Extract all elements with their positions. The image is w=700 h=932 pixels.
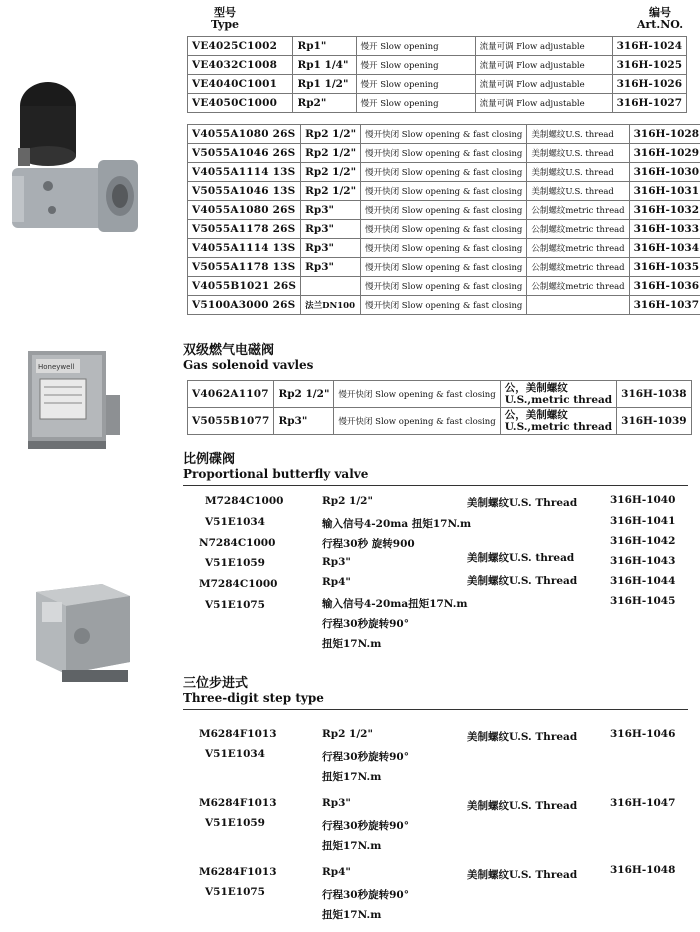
- model-cell: VE4032C1008: [188, 56, 293, 75]
- table-row: [188, 277, 700, 296]
- size-cell: Rp3": [301, 258, 361, 277]
- table-row: [188, 125, 700, 144]
- size-cell: Rp2 1/2": [301, 182, 361, 201]
- step-art: 316H-1047: [610, 797, 676, 809]
- table-row: [188, 163, 700, 182]
- butterfly-art: 316H-1041: [610, 515, 676, 527]
- size-cell: Rp3": [301, 201, 361, 220]
- art-cell: 316H-1025: [612, 56, 686, 75]
- butterfly-spec: 行程30秒 旋转900: [322, 538, 415, 550]
- type-header-en: Type: [210, 18, 240, 31]
- model-cell: V5100A3000 26S: [188, 296, 301, 315]
- model-cell: V4062A1107: [188, 381, 274, 408]
- opening-cell: 慢开快闭 Slow opening & fast closing: [361, 201, 527, 220]
- art-header-cn: 编号: [649, 6, 671, 19]
- butterfly-actuator-image: [22, 578, 137, 688]
- step-title-en: Three-digit step type: [183, 691, 324, 705]
- opening-cell: 慢开快闭 Slow opening & fast closing: [361, 182, 527, 201]
- butterfly-art: 316H-1040: [610, 494, 676, 506]
- step-spec: 扭矩17N.m: [322, 771, 382, 783]
- step-thread: 美制螺纹U.S. Thread: [467, 731, 578, 743]
- flow-cell: 流量可调 Flow adjustable: [475, 94, 612, 113]
- size-cell: Rp2 1/2": [301, 125, 361, 144]
- butterfly-art: 316H-1045: [610, 595, 676, 607]
- art-cell: 316H-1038: [617, 381, 691, 408]
- size-cell: Rp1": [293, 37, 356, 56]
- size-cell: Rp3": [301, 239, 361, 258]
- butterfly-model: V51E1059: [205, 557, 265, 569]
- table-row: [188, 258, 700, 277]
- thread-line-1: 公，美制螺纹: [504, 382, 568, 394]
- table-row: [188, 94, 687, 113]
- flow-cell: 流量可调 Flow adjustable: [475, 75, 612, 94]
- butterfly-thread: 美制螺纹U.S. Thread: [467, 575, 578, 587]
- table-v4055-series: [187, 124, 700, 315]
- butterfly-model: V51E1075: [205, 599, 265, 611]
- art-cell: 316H-1034: [629, 239, 700, 258]
- size-cell: Rp1 1/2": [293, 75, 356, 94]
- table-row: [188, 381, 692, 408]
- actuator-brand-text: Honeywell: [38, 363, 75, 371]
- thread-cell: [527, 296, 629, 315]
- butterfly-thread: 美制螺纹U.S. Thread: [467, 497, 578, 509]
- step-section-title: [183, 672, 324, 705]
- art-cell: 316H-1031: [629, 182, 700, 201]
- model-cell: V4055A1080 26S: [188, 201, 301, 220]
- butterfly-art: 316H-1044: [610, 575, 676, 587]
- butterfly-divider: [183, 485, 688, 486]
- table-ve-series: [187, 36, 687, 113]
- art-cell: 316H-1036: [629, 277, 700, 296]
- model-cell: V5055A1178 26S: [188, 220, 301, 239]
- step-model: M6284F1013: [199, 728, 277, 740]
- butterfly-model: N7284C1000: [199, 537, 276, 549]
- art-cell: 316H-1029: [629, 144, 700, 163]
- art-cell: 316H-1035: [629, 258, 700, 277]
- art-cell: 316H-1024: [612, 37, 686, 56]
- step-model: V51E1034: [205, 748, 265, 760]
- thread-cell: [500, 381, 616, 408]
- table-row: [188, 220, 700, 239]
- model-cell: VE4050C1000: [188, 94, 293, 113]
- opening-cell: 慢开 Slow opening: [356, 94, 475, 113]
- model-cell: V4055B1021 26S: [188, 277, 301, 296]
- model-cell: V4055A1114 13S: [188, 239, 301, 258]
- thread-cell: [500, 408, 616, 435]
- thread-line-2: U.S.,metric thread: [504, 421, 613, 433]
- thread-cell: 美制螺纹U.S. thread: [527, 144, 629, 163]
- step-size: Rp3": [322, 797, 351, 809]
- step-thread: 美制螺纹U.S. Thread: [467, 869, 578, 881]
- step-model: V51E1059: [205, 817, 265, 829]
- butterfly-thread: 美制螺纹U.S. thread: [467, 552, 575, 564]
- butterfly-title-cn: 比例碟阀: [183, 452, 236, 467]
- art-cell: 316H-1028: [629, 125, 700, 144]
- solenoid-valve-image: [8, 78, 143, 238]
- opening-cell: 慢开快闭 Slow opening & fast closing: [361, 239, 527, 258]
- butterfly-spec: Rp2 1/2": [322, 495, 373, 507]
- butterfly-section-title: [183, 448, 368, 481]
- step-spec: 行程30秒旋转90°: [322, 889, 409, 901]
- thread-cell: 美制螺纹U.S. thread: [527, 182, 629, 201]
- art-cell: 316H-1030: [629, 163, 700, 182]
- thread-cell: 公制螺纹metric thread: [527, 277, 629, 296]
- opening-cell: 慢开快闭 Slow opening & fast closing: [361, 125, 527, 144]
- size-cell: [301, 277, 361, 296]
- table-row: [188, 144, 700, 163]
- size-cell: Rp3": [301, 220, 361, 239]
- opening-cell: 慢开快闭 Slow opening & fast closing: [334, 381, 500, 408]
- gas-section-title: [183, 339, 313, 372]
- art-header: [630, 7, 690, 31]
- table-row: [188, 296, 700, 315]
- size-cell: Rp2 1/2": [301, 144, 361, 163]
- butterfly-model: M7284C1000: [205, 495, 284, 507]
- table-row: [188, 239, 700, 258]
- step-spec: 扭矩17N.m: [322, 909, 382, 921]
- opening-cell: 慢开快闭 Slow opening & fast closing: [361, 296, 527, 315]
- butterfly-art: 316H-1042: [610, 535, 676, 547]
- step-model: V51E1075: [205, 886, 265, 898]
- model-cell: V5055A1046 13S: [188, 182, 301, 201]
- size-cell: Rp1 1/4": [293, 56, 356, 75]
- gas-valve-actuator-image: [20, 345, 125, 455]
- flow-cell: 流量可调 Flow adjustable: [475, 56, 612, 75]
- step-art: 316H-1046: [610, 728, 676, 740]
- thread-line-2: U.S.,metric thread: [504, 394, 613, 406]
- table-row: [188, 75, 687, 94]
- opening-cell: 慢开快闭 Slow opening & fast closing: [361, 277, 527, 296]
- table-row: [188, 37, 687, 56]
- size-cell: Rp2": [293, 94, 356, 113]
- table-row: [188, 56, 687, 75]
- thread-line-1: 公，美制螺纹: [504, 409, 568, 421]
- model-cell: V5055B1077: [188, 408, 274, 435]
- model-cell: V5055A1178 13S: [188, 258, 301, 277]
- art-cell: 316H-1027: [612, 94, 686, 113]
- step-spec: 行程30秒旋转90°: [322, 820, 409, 832]
- butterfly-art: 316H-1043: [610, 555, 676, 567]
- art-cell: 316H-1033: [629, 220, 700, 239]
- butterfly-title-en: Proportional butterfly valve: [183, 467, 369, 481]
- size-cell: 法兰DN100: [301, 296, 361, 315]
- model-cell: VE4025C1002: [188, 37, 293, 56]
- thread-cell: 公制螺纹metric thread: [527, 201, 629, 220]
- step-thread: 美制螺纹U.S. Thread: [467, 800, 578, 812]
- step-size: Rp4": [322, 866, 351, 878]
- type-header-cn: 型号: [214, 6, 236, 19]
- thread-cell: 美制螺纹U.S. thread: [527, 125, 629, 144]
- opening-cell: 慢开快闭 Slow opening & fast closing: [361, 144, 527, 163]
- step-art: 316H-1048: [610, 864, 676, 876]
- opening-cell: 慢开快闭 Slow opening & fast closing: [361, 163, 527, 182]
- step-model: M6284F1013: [199, 866, 277, 878]
- step-spec: 行程30秒旋转90°: [322, 751, 409, 763]
- step-model: M6284F1013: [199, 797, 277, 809]
- opening-cell: 慢开快闭 Slow opening & fast closing: [361, 220, 527, 239]
- butterfly-spec: Rp4": [322, 576, 351, 588]
- thread-cell: 公制螺纹metric thread: [527, 239, 629, 258]
- butterfly-spec: Rp3": [322, 556, 351, 568]
- table-gas-solenoid: [187, 380, 692, 435]
- opening-cell: 慢开快闭 Slow opening & fast closing: [334, 408, 500, 435]
- size-cell: Rp2 1/2": [274, 381, 334, 408]
- art-cell: 316H-1037: [629, 296, 700, 315]
- step-size: Rp2 1/2": [322, 728, 373, 740]
- art-cell: 316H-1032: [629, 201, 700, 220]
- opening-cell: 慢开 Slow opening: [356, 56, 475, 75]
- type-header: [205, 7, 245, 31]
- flow-cell: 流量可调 Flow adjustable: [475, 37, 612, 56]
- table-row: [188, 201, 700, 220]
- butterfly-spec: 输入信号4-20ma扭矩17N.m: [322, 598, 468, 610]
- step-divider: [183, 709, 688, 710]
- butterfly-model: V51E1034: [205, 516, 265, 528]
- thread-cell: 公制螺纹metric thread: [527, 258, 629, 277]
- art-cell: 316H-1039: [617, 408, 691, 435]
- thread-cell: 美制螺纹U.S. thread: [527, 163, 629, 182]
- table-row: [188, 408, 692, 435]
- opening-cell: 慢开快闭 Slow opening & fast closing: [361, 258, 527, 277]
- step-spec: 扭矩17N.m: [322, 840, 382, 852]
- model-cell: V4055A1080 26S: [188, 125, 301, 144]
- model-cell: VE4040C1001: [188, 75, 293, 94]
- butterfly-spec: 行程30秒旋转90°: [322, 618, 409, 630]
- table-row: [188, 182, 700, 201]
- size-cell: Rp2 1/2": [301, 163, 361, 182]
- butterfly-spec: 扭矩17N.m: [322, 638, 382, 650]
- butterfly-model: M7284C1000: [199, 578, 278, 590]
- opening-cell: 慢开 Slow opening: [356, 75, 475, 94]
- art-cell: 316H-1026: [612, 75, 686, 94]
- opening-cell: 慢开 Slow opening: [356, 37, 475, 56]
- thread-cell: 公制螺纹metric thread: [527, 220, 629, 239]
- art-header-en: Art.NO.: [636, 18, 684, 31]
- gas-title-en: Gas solenoid vavles: [183, 358, 314, 372]
- butterfly-spec: 输入信号4-20ma 扭矩17N.m: [322, 518, 472, 530]
- step-title-cn: 三位步进式: [183, 676, 249, 691]
- gas-title-cn: 双级燃气电磁阀: [183, 343, 275, 358]
- size-cell: Rp3": [274, 408, 334, 435]
- model-cell: V4055A1114 13S: [188, 163, 301, 182]
- model-cell: V5055A1046 26S: [188, 144, 301, 163]
